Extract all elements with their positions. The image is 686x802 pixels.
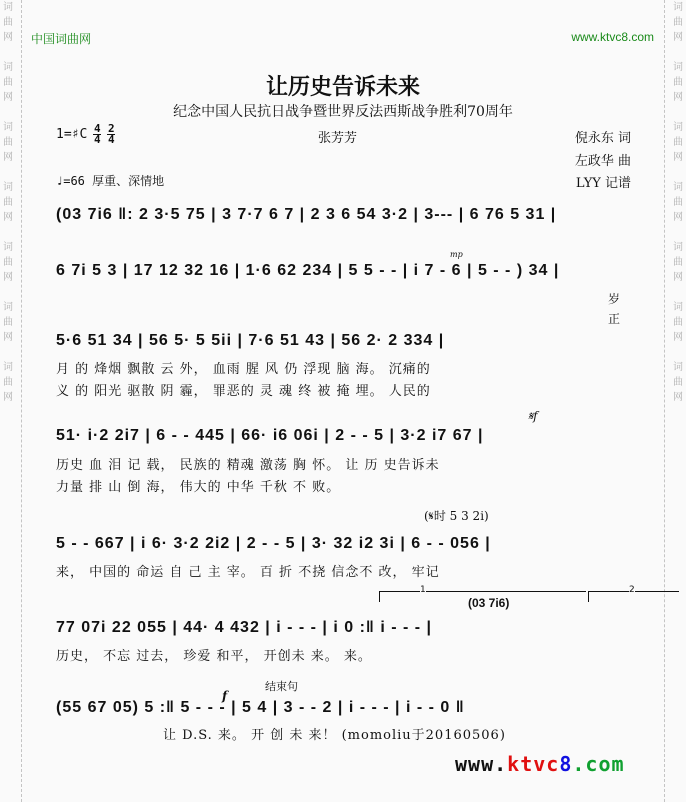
watermark-group: 词 曲 网	[3, 302, 13, 343]
watermark-group: 词 曲 网	[3, 62, 13, 103]
dynamic-mp: mp	[450, 250, 463, 259]
score-row-1: (03 7i6 ‖: 2 3·5 75 | 3 7·7 6 7 | 2 3 6 54 3·2 | 3--- | 6 76 5 31 |	[56, 206, 557, 223]
lyrics-row-4-verse-1: 历史 血 泪 记 载， 民族的 精魂 激荡 胸 怀。 让 历 史告诉未	[56, 458, 440, 473]
composer: 左政华 曲	[574, 154, 631, 169]
volta-note: (03 7i6)	[468, 596, 510, 610]
volta-1: 1	[379, 591, 586, 602]
watermark-group: 词 曲 网	[673, 242, 683, 283]
score-row-5: 5 - - 667 | i 6· 3·2 2i2 | 2 - - 5 | 3· 32 i2 3i | 6 - - 056 |	[56, 535, 491, 552]
watermark-group: 词 曲 网	[673, 122, 683, 163]
watermark-group: 词 曲 网	[3, 2, 13, 43]
lyricist: 倪永东 词	[574, 131, 631, 146]
watermark-group: 词 曲 网	[673, 182, 683, 223]
lyrics-row-7: 让 D.S. 来。 开 创 未 来！ (momoliu于20160506)	[163, 728, 506, 743]
site-name: 中国词曲网	[31, 32, 92, 46]
site-url[interactable]: www.ktvc8.com	[571, 30, 654, 44]
lyrics-row-6: 历史， 不忘 过去， 珍爱 和平， 开创未 来。 来。	[56, 649, 372, 664]
score-row-3: 5·6 51 34 | 56 5· 5 5ii | 7·6 51 43 | 56 2· 2 334 |	[56, 332, 445, 349]
tempo-marking: ♩=66 厚重、深情地	[56, 174, 165, 188]
score-row-6: 77 07i 22 055 | 44· 4 432 | i - - - | i 0 :‖ i - - - |	[56, 619, 432, 636]
watermark-group: 词 曲 网	[3, 242, 13, 283]
score-row-2: 6 7i 5 3 | 17 12 32 16 | 1·6 62 234 | 5 5 - - | i 7 - 6 | 5 - - ) 34 |	[56, 262, 560, 279]
watermark-group: 词 曲 网	[673, 302, 683, 343]
dynamic-f: f	[222, 689, 228, 703]
singer: 张芳芳	[318, 131, 358, 146]
footer-logo[interactable]: www.ktvc8.com	[455, 752, 625, 776]
key-signature	[56, 124, 115, 145]
lyrics-row-5: 来， 中国的 命运 自 己 主 宰。 百 折 不挠 信念不 改， 牢记	[56, 565, 440, 580]
key-label: 1=♯C	[56, 127, 88, 142]
song-title: 让历史告诉未来	[265, 75, 420, 100]
volta-2: 2	[588, 591, 679, 602]
watermark-group: 词 曲 网	[3, 182, 13, 223]
coda-label: 结束句	[265, 680, 298, 693]
watermark-group: 词 曲 网	[673, 62, 683, 103]
watermark-group: 词 曲 网	[673, 362, 683, 403]
lyric-tail-1: 岁	[608, 292, 621, 306]
time-signature-1: $\frac{4}{4}$	[94, 122, 101, 146]
score-row-7: (55 67 05) 5 :‖ 5 - - - | 5 4 | 3 - - 2 | i - - - | i - - 0 ‖	[56, 699, 465, 716]
watermark-group: 词 曲 网	[3, 122, 13, 163]
watermark-group: 词 曲 网	[3, 362, 13, 403]
segno-dynamic: 𝄋f	[528, 409, 538, 423]
lyric-tail-2: 正	[608, 312, 621, 326]
watermark-group: 词 曲 网	[673, 2, 683, 43]
time-signature-2: $\frac{2}{4}$	[108, 122, 115, 146]
song-subtitle: 纪念中国人民抗日战争暨世界反法西斯战争胜利70周年	[173, 104, 513, 120]
lyrics-row-4-verse-2: 力量 排 山 倒 海， 伟大的 中华 千秋 不 败。	[56, 480, 341, 495]
ds-note: (𝄋时 5 3 2i)	[424, 509, 489, 523]
lyrics-row-3-verse-2: 义 的 阳光 驱散 阴 霾， 罪恶的 灵 魂 终 被 掩 埋。 人民的	[56, 384, 431, 399]
score-row-4: 51· i·2 2i7 | 6 - - 445 | 66· i6 06i | 2 - - 5 | 3·2 i7 67 |	[56, 427, 484, 444]
transcriber: LYY 记谱	[575, 176, 631, 191]
lyrics-row-3-verse-1: 月 的 烽烟 飘散 云 外， 血雨 腥 风 仍 浮现 脑 海。 沉痛的	[56, 362, 431, 377]
